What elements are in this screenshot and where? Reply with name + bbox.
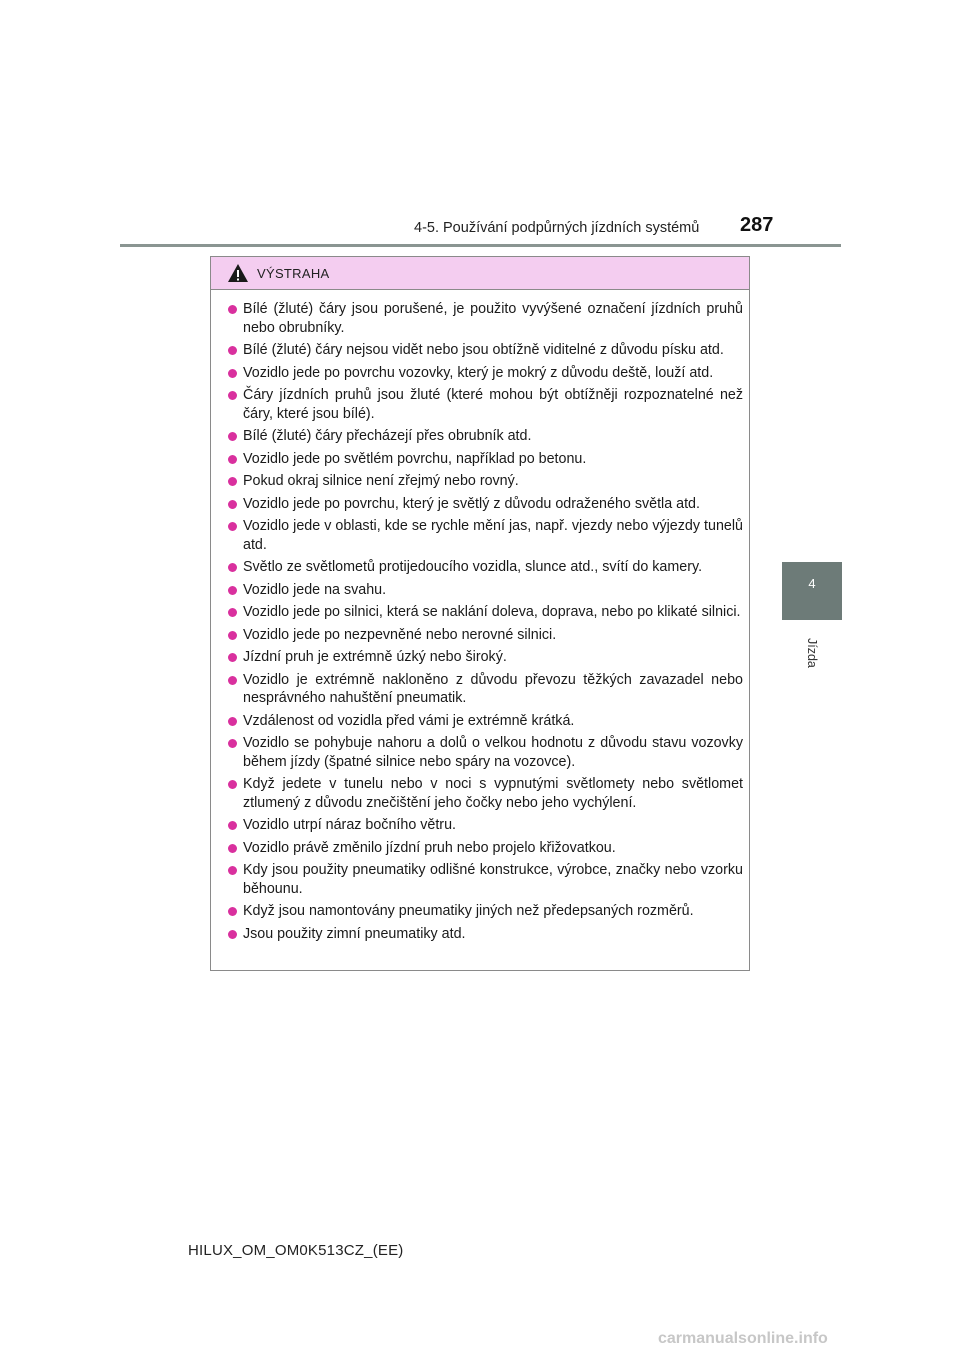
page-number: 287 bbox=[740, 214, 774, 236]
chapter-number: 4 bbox=[808, 576, 816, 591]
list-item bbox=[228, 300, 743, 337]
bullet-icon bbox=[228, 477, 237, 486]
list-item bbox=[228, 581, 743, 600]
list-item-text: Světlo ze světlometů protijedoucího vozidla, slunce atd., svítí do kamery. bbox=[243, 559, 703, 575]
warning-box bbox=[210, 256, 750, 971]
list-item-text: Jízdní pruh je extrémně úzký nebo široký. bbox=[243, 649, 507, 665]
bullet-icon bbox=[228, 369, 237, 378]
list-item-text: Vozidlo utrpí náraz bočního větru. bbox=[243, 817, 456, 833]
bullet-icon bbox=[228, 305, 237, 314]
list-item-text: Když jedete v tunelu nebo v noci s vypnutými světlomety nebo světlomet ztlumený z důvodu znečištění jeho čočky nebo jeho vychýlení. bbox=[243, 776, 743, 811]
list-item-text: Když jsou namontovány pneumatiky jiných než předepsaných rozměrů. bbox=[243, 903, 694, 919]
bullet-icon bbox=[228, 676, 237, 685]
bullet-icon bbox=[228, 563, 237, 572]
bullet-icon bbox=[228, 608, 237, 617]
bullet-icon bbox=[228, 653, 237, 662]
list-item-text: Pokud okraj silnice není zřejmý nebo rovný. bbox=[243, 473, 519, 489]
list-item bbox=[228, 450, 743, 469]
list-item bbox=[228, 816, 743, 835]
list-item-text: Vozidlo jede v oblasti, kde se rychle mění jas, např. vjezdy nebo výjezdy tunelů atd. bbox=[243, 518, 743, 553]
bullet-icon bbox=[228, 930, 237, 939]
list-item-text: Vozidlo jede po povrchu, který je světlý z důvodu odraženého světla atd. bbox=[243, 495, 700, 512]
bullet-icon bbox=[228, 455, 237, 464]
document-code: HILUX_OM_OM0K513CZ_(EE) bbox=[188, 1242, 404, 1259]
bullet-icon bbox=[228, 522, 237, 531]
bullet-icon bbox=[228, 391, 237, 400]
list-item bbox=[228, 386, 743, 423]
list-item bbox=[228, 341, 743, 360]
list-item-text: Vozidlo právě změnilo jízdní pruh nebo projelo křižovatkou. bbox=[243, 839, 616, 856]
list-item bbox=[228, 712, 743, 731]
watermark: carmanualsonline.info bbox=[658, 1330, 828, 1347]
list-item bbox=[228, 902, 743, 921]
list-item bbox=[228, 925, 743, 944]
list-item bbox=[228, 472, 743, 491]
section-title: 4-5. Používání podpůrných jízdních systémů bbox=[414, 220, 700, 236]
list-item-text: Vozidlo jede na svahu. bbox=[243, 581, 387, 598]
list-item-text: Kdy jsou použity pneumatiky odlišné konstrukce, výrobce, značky nebo vzorku běhounu. bbox=[243, 862, 743, 897]
list-item-text: Bílé (žluté) čáry jsou porušené, je použito vyvýšené označení jízdních pruhů nebo obrubníky. bbox=[243, 301, 743, 336]
list-item bbox=[228, 775, 743, 812]
bullet-icon bbox=[228, 844, 237, 853]
bullet-icon bbox=[228, 586, 237, 595]
list-item-text: Vzdálenost od vozidla před vámi je extrémně krátká. bbox=[243, 712, 575, 729]
bullet-icon bbox=[228, 346, 237, 355]
list-item bbox=[228, 495, 743, 514]
list-item-text: Vozidlo je extrémně nakloněno z důvodu převozu těžkých zavazadel nebo nesprávného nahuštění pneumatik. bbox=[243, 671, 743, 706]
bullet-icon bbox=[228, 631, 237, 640]
list-item-text: Bílé (žluté) čáry přecházejí přes obrubník atd. bbox=[243, 428, 532, 444]
list-item-text: Vozidlo jede po silnici, která se naklání doleva, doprava, nebo po klikaté silnici. bbox=[243, 604, 741, 620]
warning-title: VÝSTRAHA bbox=[257, 265, 330, 281]
list-item-text: Vozidlo jede po povrchu vozovky, který je mokrý z důvodu deště, louží atd. bbox=[243, 364, 714, 381]
warning-triangle-icon bbox=[227, 263, 249, 283]
warning-list bbox=[211, 290, 749, 943]
list-item-text: Bílé (žluté) čáry nejsou vidět nebo jsou obtížně viditelné z důvodu písku atd. bbox=[243, 342, 724, 358]
chapter-label: Jízda bbox=[805, 638, 819, 668]
warning-header bbox=[211, 257, 749, 290]
list-item bbox=[228, 427, 743, 446]
list-item bbox=[228, 648, 743, 667]
chapter-tab[interactable] bbox=[782, 562, 842, 620]
bullet-icon bbox=[228, 500, 237, 509]
bullet-icon bbox=[228, 717, 237, 726]
list-item bbox=[228, 517, 743, 554]
list-item bbox=[228, 626, 743, 645]
list-item-text: Vozidlo jede po světlém povrchu, například po betonu. bbox=[243, 450, 587, 467]
list-item bbox=[228, 671, 743, 708]
bullet-icon bbox=[228, 907, 237, 916]
header-divider bbox=[120, 244, 841, 247]
list-item bbox=[228, 603, 743, 622]
bullet-icon bbox=[228, 432, 237, 441]
list-item bbox=[228, 558, 743, 577]
list-item-text: Vozidlo se pohybuje nahoru a dolů o velkou hodnotu z důvodu stavu vozovky během jízdy (špatné silnice nebo spáry na vozovce). bbox=[243, 735, 743, 770]
list-item-text: Vozidlo jede po nezpevněné nebo nerovné silnici. bbox=[243, 626, 557, 643]
list-item-text: Čáry jízdních pruhů jsou žluté (které mohou být obtížněji rozpoznatelné než čáry, které jsou bílé). bbox=[243, 387, 743, 422]
bullet-icon bbox=[228, 821, 237, 830]
bullet-icon bbox=[228, 780, 237, 789]
list-item bbox=[228, 734, 743, 771]
list-item bbox=[228, 364, 743, 383]
list-item bbox=[228, 861, 743, 898]
list-item-text: Jsou použity zimní pneumatiky atd. bbox=[243, 925, 466, 942]
list-item bbox=[228, 839, 743, 858]
bullet-icon bbox=[228, 739, 237, 748]
bullet-icon bbox=[228, 866, 237, 875]
